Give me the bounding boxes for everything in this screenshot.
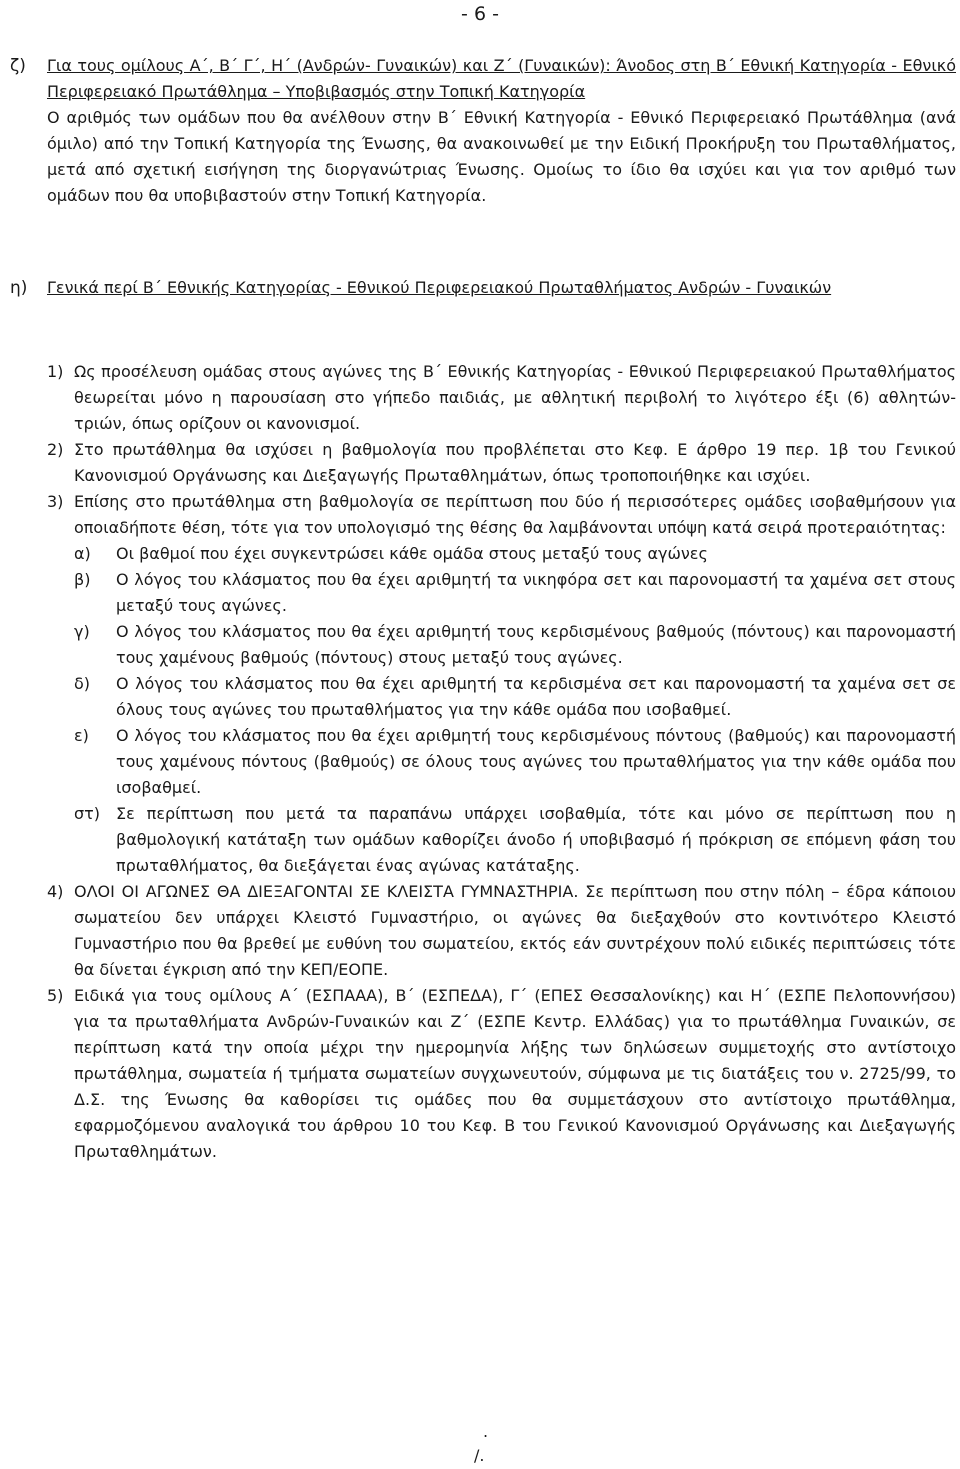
sub-item-text: Ο λόγος του κλάσματος που θα έχει αριθμητή τους κερδισμένους πόντους (βαθμούς) και παρονομαστή τους χαμένους πόντους (βαθμούς) σε όλους τους αγώνες του πρωταθλήματος για την κάθε ομάδα που ισοβαθμεί. (116, 726, 956, 797)
list-item-number: 2) (47, 440, 64, 459)
sub-list-item (47, 801, 956, 879)
footer-continuation-mark: /. (474, 1446, 485, 1465)
sub-item-letter: γ) (74, 622, 90, 641)
sub-item-letter: ε) (74, 726, 89, 745)
footer-dot: . (483, 1422, 489, 1441)
list-item (47, 437, 956, 489)
sub-item-letter: στ) (74, 804, 101, 823)
sub-item-letter: β) (74, 570, 91, 589)
list-item (47, 359, 956, 437)
list-item-text: ΟΛΟΙ ΟΙ ΑΓΩΝΕΣ ΘΑ ΔΙΕΞΑΓΟΝΤΑΙ ΣΕ ΚΛΕΙΣΤΑ ΓΥΜΝΑΣΤΗΡΙΑ. Σε περίπτωση που στην πόλη – έδρα κάποιου σωματείου δεν υπάρχει Κλειστό Γυμναστήριο, οι αγώνες θα διεξαχθούν στο κοντινότερο Κλειστό Γυμναστήριο που θα βρεθεί με ευθύνη του σωματείου, εκτός εάν συντρέχουν πολύ ειδικές περιπτώσεις τότε θα δίνεται έγκριση από την ΚΕΠ/ΕΟΠΕ. (74, 882, 956, 979)
list-item-text: Ως προσέλευση ομάδας στους αγώνες της Β΄ Εθνικής Κατηγορίας - Εθνικού Περιφερειακού Πρωταθλήματος θεωρείται μόνο η παρουσίαση στο γήπεδο παιδιάς, με αθλητική περιβολή το λιγότερο έξι (6) αθλητών-τριών, όπως ορίζουν οι κανονισμοί. (74, 362, 956, 433)
sub-list-item (47, 541, 956, 567)
list-item-text: Επίσης στο πρωτάθλημα στη βαθμολογία σε περίπτωση που δύο ή περισσότερες ομάδες ισοβαθμήσουν για οποιαδήποτε θέση, τότε για τον υπολογισμό της θέσης θα λαμβάνονται υπόψη κατά σειρά προτεραιότητας: (74, 492, 956, 537)
list-item-text: Ειδικά για τους ομίλους Α΄ (ΕΣΠΑΑΑ), Β΄ (ΕΣΠΕΔΑ), Γ΄ (ΕΠΕΣ Θεσσαλονίκης) και Η΄ (ΕΣΠΕ Πελοποννήσου) για τα πρωταθλήματα Ανδρών-Γυναικών και Ζ΄ (ΕΣΠΕ Κεντρ. Ελλάδας) για το πρωτάθλημα Γυναικών, σε περίπτωση κατά την οποία μέχρι την ημερομηνία λήξης των δηλώσεων συμμετοχής στο αντίστοιχο πρωτάθλημα, σωματεία ή τμήματα σωματείων συγχωνευτούν, σύμφωνα με τις διατάξεις του ν. 2725/99, το Δ.Σ. της Ένωσης θα καθορίσει τις ομάδες που θα συμμετάσχουν στο αντίστοιχο πρωτάθλημα, εφαρμοζόμενου αναλογικά του άρθρου 10 του Κεφ. Β του Γενικού Κανονισμού Οργάνωσης και Διεξαγωγής Πρωταθλημάτων. (74, 986, 956, 1161)
list-item (47, 879, 956, 983)
list-item (47, 489, 956, 541)
list-item-text: Στο πρωτάθλημα θα ισχύσει η βαθμολογία που προβλέπεται στο Κεφ. Ε άρθρο 19 περ. 1β του Γενικού Κανονισμού Οργάνωσης και Διεξαγωγής Πρωταθλημάτων, όπως τροποποιήθηκε και ισχύει. (74, 440, 956, 485)
page-number: - 6 - (461, 3, 499, 25)
list-item-number: 1) (47, 362, 64, 381)
section-z-content (47, 53, 956, 209)
sub-list-item (47, 619, 956, 671)
section-z-label: ζ) (10, 56, 26, 76)
sub-item-letter: α) (74, 544, 91, 563)
list-item-number: 4) (47, 882, 64, 901)
sub-item-text: Σε περίπτωση που μετά τα παραπάνω υπάρχει ισοβαθμία, τότε και μόνο σε περίπτωση που η βαθμολογική κατάταξη των ομάδων καθορίζει άνοδο ή υποβιβασμό ή πρόκριση σε επόμενη φάση του πρωταθλήματος, θα διεξάγεται ένας αγώνας κατάταξης. (116, 804, 956, 875)
list-item-number: 5) (47, 986, 64, 1005)
section-h-title: Γενικά περί Β΄ Εθνικής Κατηγορίας - Εθνικού Περιφερειακού Πρωταθλήματος Ανδρών - Γυναικών (47, 278, 832, 297)
sub-item-text: Οι βαθμοί που έχει συγκεντρώσει κάθε ομάδα στους μεταξύ τους αγώνες (116, 544, 708, 563)
section-h-title-wrap (47, 275, 956, 301)
list-item-number: 3) (47, 492, 64, 511)
section-z-body: Ο αριθμός των ομάδων που θα ανέλθουν στην Β΄ Εθνική Κατηγορία - Εθνικό Περιφερειακό Πρωτάθλημα (ανά όμιλο) από την Τοπική Κατηγορία της Ένωσης, θα ανακοινωθεί με την Ειδική Προκήρυξη του Πρωταθλήματος, μετά από σχετική εισήγηση της διοργανώτριας Ένωσης. Ομοίως το ίδιο θα ισχύει και για τον αριθμό των ομάδων που θα υποβιβαστούν στην Τοπική Κατηγορία. (47, 108, 956, 205)
sub-item-text: Ο λόγος του κλάσματος που θα έχει αριθμητή τα κερδισμένα σετ και παρονομαστή τα χαμένα σετ σε όλους τους αγώνες του πρωταθλήματος για την κάθε ομάδα που ισοβαθμεί. (116, 674, 956, 719)
sub-list-item (47, 671, 956, 723)
sub-item-text: Ο λόγος του κλάσματος που θα έχει αριθμητή τα νικηφόρα σετ και παρονομαστή τα χαμένα σετ στους μεταξύ τους αγώνες. (116, 570, 956, 615)
section-z-title: Για τους ομίλους Α΄, Β΄ Γ΄, Η΄ (Ανδρών- Γυναικών) και Ζ΄ (Γυναικών): Άνοδος στη Β΄ Εθνική Κατηγορία - Εθνικό Περιφερειακό Πρωτάθλημα – Υποβιβασμός στην Τοπική Κατηγορία (47, 56, 956, 101)
rules-list (47, 359, 956, 1165)
sub-list-item (47, 723, 956, 801)
list-item (47, 983, 956, 1165)
sub-item-text: Ο λόγος του κλάσματος που θα έχει αριθμητή τους κερδισμένους βαθμούς (πόντους) και παρονομαστή τους χαμένους βαθμούς (πόντους) στους μεταξύ τους αγώνες. (116, 622, 956, 667)
sub-list-item (47, 567, 956, 619)
section-h-label: η) (10, 278, 28, 298)
sub-item-letter: δ) (74, 674, 91, 693)
